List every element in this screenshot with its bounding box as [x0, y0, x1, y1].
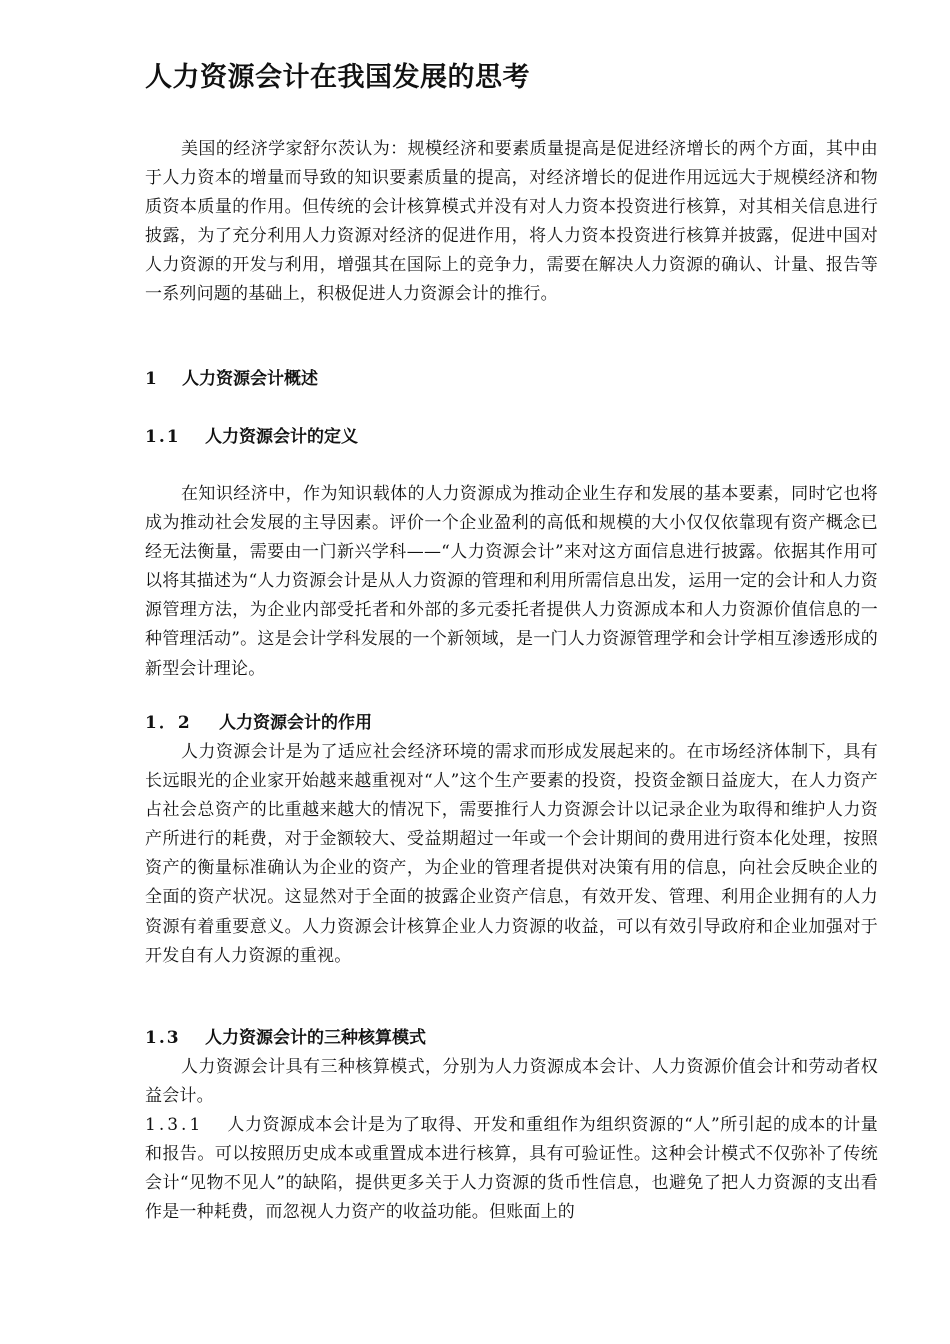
section-1-1-body: 在知识经济中，作为知识载体的人力资源成为推动企业生存和发展的基本要素，同时它也将成为推动社会发展的主导因素。评价一个企业盈利的高低和规模的大小仅仅依靠现有资产概念已经无法衡量，需要由一门新兴学科——“人力资源会计”来对这方面信息进行披露。依据其作用可以将其描述为“人力资源会计是从人力资源的管理和利用所需信息出发，运用一定的会计和人力资源管理方法，为企业内部受托者和外部的多元委托者提供人力资源成本和人力资源价值信息的一种管理活动”。这是会计学科发展的一个新领域，是一门人力资源管理学和会计学相互渗透形成的新型会计理论。	[145, 484, 878, 679]
section-1-3-1-text: 人力资源成本会计是为了取得、开发和重组作为组织资源的“人”所引起的成本的计量和报告。可以按照历史成本或重置成本进行核算，具有可验证性。这种会计模式不仅弥补了传统会计“见物不见人”的缺陷，提供更多关于人力资源的货币性信息，也避免了把人力资源的支出看作是一种耗费，而忽视人力资产的收益功能。但账面上的	[145, 1115, 878, 1223]
section-1-2-title: 人力资源会计的作用	[219, 713, 372, 733]
section-1-1-number: 1.1	[145, 427, 181, 447]
section-1-heading	[145, 365, 318, 394]
section-1-number: 1	[145, 369, 159, 389]
section-1-1-title: 人力资源会计的定义	[205, 427, 358, 447]
section-1-3-1-body	[145, 1111, 878, 1227]
section-1-3-title: 人力资源会计的三种核算模式	[205, 1028, 426, 1048]
section-1-3-heading	[145, 1024, 426, 1053]
section-1-title: 人力资源会计概述	[182, 369, 318, 389]
section-1-2-number: 1．2	[145, 713, 192, 733]
section-1-3-body: 人力资源会计具有三种核算模式，分别为人力资源成本会计、人力资源价值会计和劳动者权益会计。	[145, 1057, 878, 1107]
section-1-3-1-number: 1.3.1	[145, 1115, 204, 1135]
section-1-2-heading	[145, 709, 372, 738]
section-1-3-number: 1.3	[145, 1028, 181, 1048]
document-title: 人力资源会计在我国发展的思考	[145, 62, 530, 93]
section-1-1-heading	[145, 423, 358, 452]
intro-paragraph: 美国的经济学家舒尔茨认为：规模经济和要素质量提高是促进经济增长的两个方面，其中由于人力资本的增量而导致的知识要素质量的提高，对经济增长的促进作用远远大于规模经济和物质资本质量的作用。但传统的会计核算模式并没有对人力资本投资进行核算，对其相关信息进行披露，为了充分利用人力资源对经济的促进作用，将人力资本投资进行核算并披露，促进中国对人力资源的开发与利用，增强其在国际上的竞争力，需要在解决人力资源的确认、计量、报告等一系列问题的基础上，积极促进人力资源会计的推行。	[145, 139, 878, 305]
section-1-2-body: 人力资源会计是为了适应社会经济环境的需求而形成发展起来的。在市场经济体制下，具有长远眼光的企业家开始越来越重视对“人”这个生产要素的投资，投资金额日益庞大，在人力资产占社会总资产的比重越来越大的情况下，需要推行人力资源会计以记录企业为取得和维护人力资产所进行的耗费，对于金额较大、受益期超过一年或一个会计期间的费用进行资本化处理，按照资产的衡量标准确认为企业的资产，为企业的管理者提供对决策有用的信息，向社会反映企业的全面的资产状况。这显然对于全面的披露企业资产信息，有效开发、管理、利用企业拥有的人力资源有着重要意义。人力资源会计核算企业人力资源的收益，可以有效引导政府和企业加强对于开发自有人力资源的重视。	[145, 742, 878, 966]
